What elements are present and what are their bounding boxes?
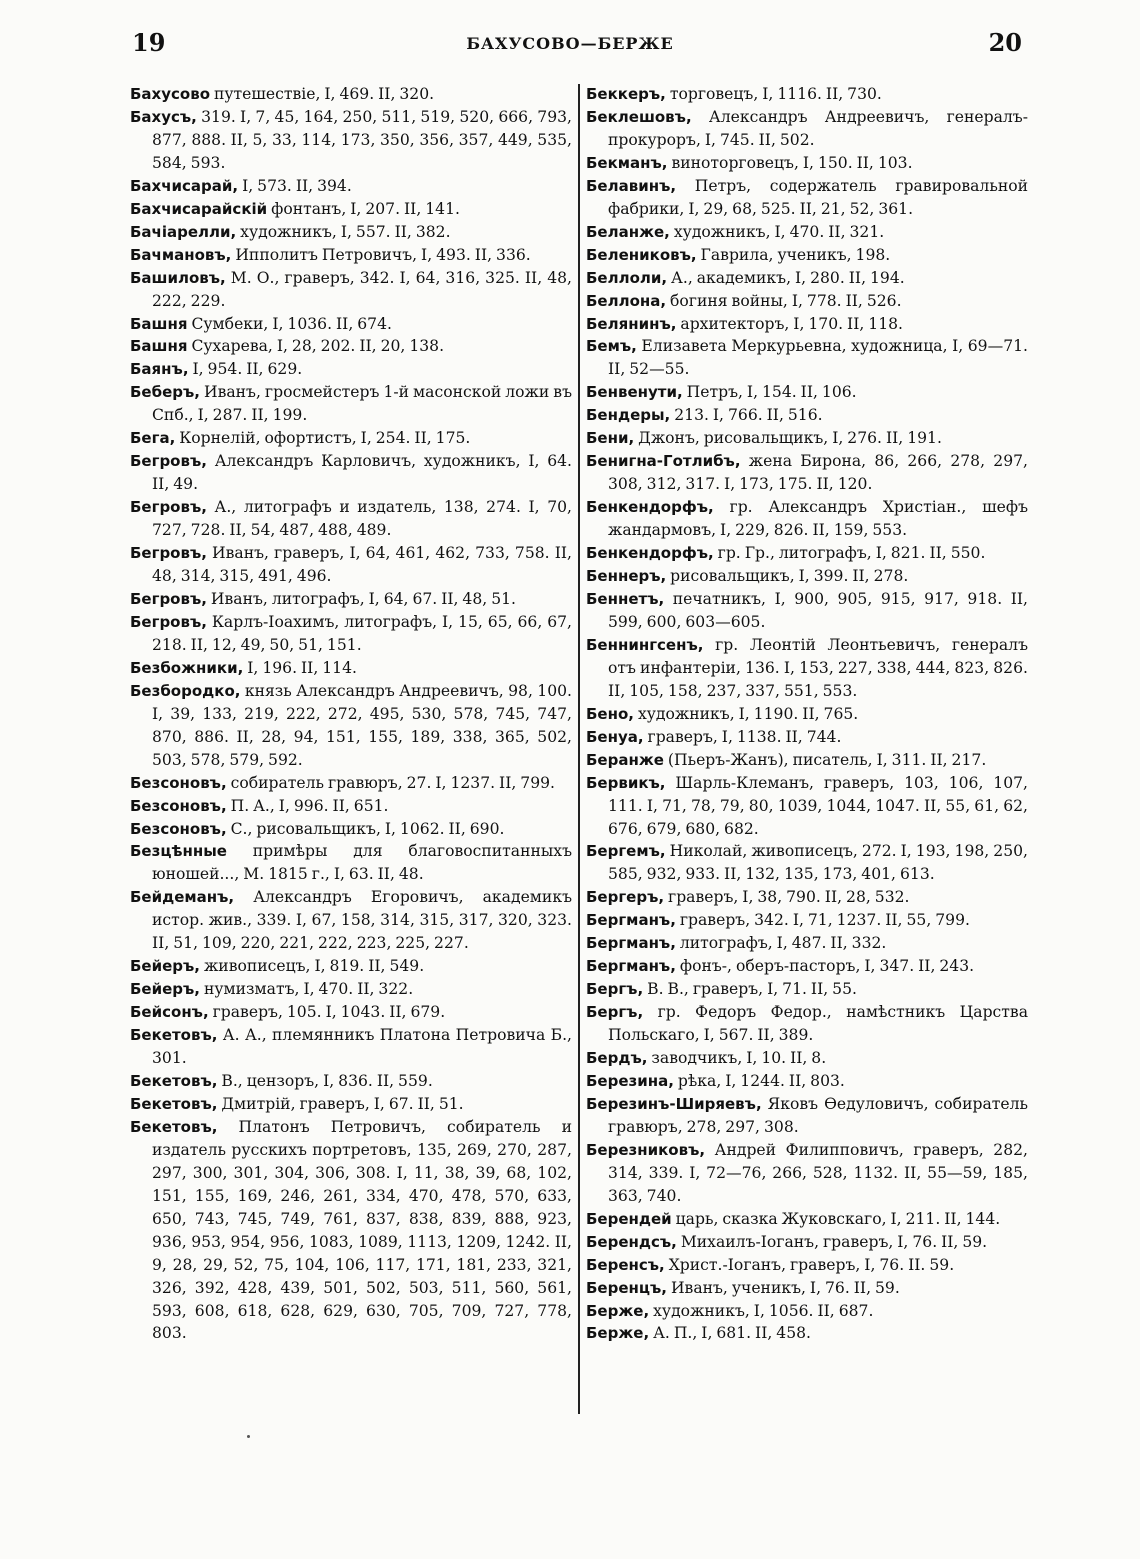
entry-headword: Бекетовъ,: [130, 1094, 218, 1113]
entry-headword: Безбородко,: [130, 681, 241, 700]
entry-text: гр. Леонтій Леонтьевичъ, генералъ отъ инфантеріи, 136. I, 153, 227, 338, 444, 823, 826. II, 105, 158, 237, 337, 551, 553.: [608, 635, 1028, 700]
entry-text: Иванъ, гросмейстеръ 1-й масонской ложи въ Спб., I, 287. II, 199.: [152, 383, 572, 425]
entry-text: гр. Федоръ Федор., намѣстникъ Царства Польскаго, I, 567. II, 389.: [608, 1003, 1028, 1045]
index-entry: [130, 358, 572, 381]
entry-headword: Беннетъ,: [586, 589, 665, 608]
entry-text: художникъ, I, 1190. II, 765.: [633, 704, 859, 723]
index-entry: [130, 542, 572, 588]
index-entry: [586, 634, 1028, 703]
index-entry: [586, 106, 1028, 152]
index-entry: [130, 175, 572, 198]
entry-headword: Бейсонъ,: [130, 1003, 209, 1022]
index-entry: [130, 840, 572, 886]
entry-headword: Бегровъ,: [130, 544, 207, 563]
entry-text: Шарль-Клеманъ, граверъ, 103, 106, 107, 111. I, 71, 78, 79, 80, 1039, 1044, 1047. II, 55, 61, 62, 676, 679, 680, 682.: [608, 773, 1028, 838]
index-entry: [130, 427, 572, 450]
index-entry: [586, 335, 1028, 381]
index-entry: [130, 772, 572, 795]
index-entry: [130, 886, 572, 955]
entry-headword: Бенигна-Готлибъ,: [586, 452, 741, 471]
left-page-number: 19: [132, 28, 166, 57]
index-entry: [586, 381, 1028, 404]
index-entry: [130, 381, 572, 427]
entry-text: П. А., I, 996. II, 651.: [226, 796, 389, 815]
entry-headword: Бергманъ,: [586, 934, 676, 953]
entry-headword: Белянинъ,: [586, 314, 677, 333]
entry-headword: Берже,: [586, 1324, 650, 1343]
entry-text: литографъ, I, 487. II, 332.: [675, 934, 887, 953]
entry-headword: Башня: [130, 337, 188, 356]
entry-text: Иванъ, литографъ, I, 64, 67. II, 48, 51.: [206, 589, 516, 608]
entry-text: Гаврила, ученикъ, 198.: [696, 245, 891, 264]
entry-text: архитекторъ, I, 170. II, 118.: [676, 314, 903, 333]
entry-text: рѣка, I, 1244. II, 803.: [673, 1071, 845, 1090]
entry-headword: Бейеръ,: [130, 957, 200, 976]
entry-headword: Бервикъ,: [586, 773, 666, 792]
index-entry: [586, 772, 1028, 841]
entry-headword: Бемъ,: [586, 337, 637, 356]
entry-text: Петръ, I, 154. II, 106.: [682, 383, 857, 402]
index-entry: [130, 611, 572, 657]
entry-text: богиня войны, I, 778. II, 526.: [666, 291, 902, 310]
entry-text: царь, сказка Жуковскаго, I, 211. II, 144.: [671, 1209, 1001, 1228]
column-divider: [578, 84, 580, 1414]
entry-headword: Бени,: [586, 429, 635, 448]
entry-headword: Бекманъ,: [586, 153, 668, 172]
index-entry: [586, 290, 1028, 313]
index-entry: [586, 909, 1028, 932]
entry-text: граверъ, 105. I, 1043. II, 679.: [208, 1003, 446, 1022]
index-entry: [586, 496, 1028, 542]
index-entry: [586, 1001, 1028, 1047]
entry-text: граверъ, 342. I, 71, 1237. II, 55, 799.: [675, 911, 970, 930]
entry-headword: Башня: [130, 314, 188, 333]
index-entry: [130, 267, 572, 313]
entry-text: жена Бирона, 86, 266, 278, 297, 308, 312, 317. I, 173, 175. II, 120.: [608, 452, 1028, 494]
index-entry: [586, 588, 1028, 634]
entry-text: примѣры для благовоспитанныхъ юношей..., М. 1815 г., I, 63. II, 48.: [152, 842, 572, 884]
entry-text: Иванъ, ученикъ, I, 76. II, 59.: [666, 1278, 900, 1297]
entry-headword: Бенкендорфъ,: [586, 544, 714, 563]
entry-text: художникъ, I, 557. II, 382.: [236, 222, 451, 241]
entry-headword: Бекетовъ,: [130, 1117, 218, 1136]
entry-text: Михаилъ-Іоганъ, граверъ, I, 76. II, 59.: [676, 1232, 988, 1251]
index-entry: [586, 565, 1028, 588]
index-entry: [586, 152, 1028, 175]
entry-text: Сухарева, I, 28, 202. II, 20, 138.: [187, 337, 445, 356]
entry-headword: Бенвенути,: [586, 383, 683, 402]
index-entry: [130, 1001, 572, 1024]
entry-headword: Бахусъ,: [130, 107, 197, 126]
entry-text: А. А., племянникъ Платона Петровича Б., 301.: [152, 1026, 572, 1068]
index-entry: [586, 1277, 1028, 1300]
entry-text: гр. Гр., литографъ, I, 821. II, 550.: [713, 544, 986, 563]
left-column: [130, 83, 572, 1345]
entry-headword: Бегровъ,: [130, 452, 207, 471]
entry-headword: Берендсъ,: [586, 1232, 677, 1251]
entry-text: А., литографъ и издатель, 138, 274. I, 70, 727, 728. II, 54, 487, 488, 489.: [152, 498, 572, 540]
entry-headword: Бено,: [586, 704, 634, 723]
index-entry: [586, 1093, 1028, 1139]
entry-text: князь Александръ Андреевичъ, 98, 100. I, 39, 133, 219, 222, 272, 495, 530, 578, 745, 747, 870, 886. II, 28, 94, 151, 155, 189, 338, 365, 502, 503, 578, 579, 592.: [152, 681, 572, 769]
index-entry: [130, 198, 572, 221]
entry-headword: Беллона,: [586, 291, 667, 310]
index-entry: [130, 335, 572, 358]
entry-headword: Бахусово: [130, 85, 211, 103]
index-entry: [130, 106, 572, 175]
entry-headword: Бергманъ,: [586, 911, 676, 930]
entry-text: Корнелій, офортистъ, I, 254. II, 175.: [175, 429, 471, 448]
index-entry: [586, 726, 1028, 749]
entry-text: граверъ, I, 38, 790. II, 28, 532.: [664, 888, 910, 907]
entry-text: Иванъ, граверъ, I, 64, 461, 462, 733, 758. II, 48, 314, 315, 491, 496.: [152, 544, 572, 586]
entry-text: Николай, живописецъ, 272. I, 193, 198, 250, 585, 932, 933. II, 132, 135, 173, 401, 613.: [608, 842, 1028, 884]
entry-headword: Бергемъ,: [586, 842, 666, 861]
entry-headword: Бейеръ,: [130, 980, 200, 999]
index-entry: [130, 244, 572, 267]
index-entry: [586, 1254, 1028, 1277]
entry-text: путешествіе, I, 469. II, 320.: [210, 85, 435, 103]
entry-text: В., цензоръ, I, 836. II, 559.: [217, 1071, 433, 1090]
index-entry: [130, 795, 572, 818]
entry-text: нумизматъ, I, 470. II, 322.: [200, 980, 414, 999]
entry-text: гр. Александръ Христіан., шефъ жандармовъ, I, 229, 826. II, 159, 553.: [608, 498, 1028, 540]
entry-headword: Бекетовъ,: [130, 1026, 218, 1045]
index-entry: [130, 1024, 572, 1070]
entry-text: А., академикъ, I, 280. II, 194.: [667, 268, 905, 287]
index-entry: [586, 1139, 1028, 1208]
entry-text: Платонъ Петровичъ, собиратель и издатель русскихъ портретовъ, 135, 269, 270, 287, 297, 300, 301, 304, 306, 308. I, 11, 38, 39, 68, 102, 151, 155, 169, 246, 261, 334, 470, 478, 570, 633, 650, 743, 745, 749, 761, 837, 838, 839, 888, 923, 936, 953, 954, 956, 1083, 1089, 1113, 1209, 1242. II, 9, 28, 29, 52, 75, 104, 106, 117, 171, 181, 233, 321, 326, 392, 428, 439, 501, 502, 503, 511, 560, 561, 593, 608, 618, 628, 629, 630, 705, 709, 727, 778, 803.: [152, 1117, 572, 1343]
entry-text: Александръ Карловичъ, художникъ, I, 64. II, 49.: [152, 452, 572, 494]
entry-headword: Баянъ,: [130, 360, 189, 379]
entry-text: фонтанъ, I, 207. II, 141.: [267, 199, 460, 218]
entry-headword: Беккеръ,: [586, 85, 666, 103]
entry-text: Ипполитъ Петровичъ, I, 493. II, 336.: [231, 245, 531, 264]
entry-headword: Бахчисарайскій: [130, 199, 268, 218]
index-entry: [586, 427, 1028, 450]
entry-headword: Бенкендорфъ,: [586, 498, 714, 517]
entry-text: С., рисовальщикъ, I, 1062. II, 690.: [226, 819, 505, 838]
entry-headword: Берендей: [586, 1209, 672, 1228]
entry-text: печатникъ, I, 900, 905, 915, 917, 918. II, 599, 600, 603—605.: [608, 589, 1028, 631]
entry-headword: Бенуа,: [586, 727, 644, 746]
entry-headword: Бегровъ,: [130, 612, 207, 631]
entry-headword: Березинъ-Ширяевъ,: [586, 1094, 762, 1113]
entry-headword: Бергъ,: [586, 1003, 644, 1022]
entry-text: 319. I, 7, 45, 164, 250, 511, 519, 520, 666, 793, 877, 888. II, 5, 33, 114, 173, 350, 356, 357, 449, 535, 584, 593.: [152, 107, 572, 172]
index-entry: [586, 703, 1028, 726]
index-entry: [130, 1116, 572, 1346]
entry-headword: Беклешовъ,: [586, 107, 692, 126]
entry-text: Дмитрій, граверъ, I, 67. II, 51.: [217, 1094, 464, 1113]
running-title: БАХУСОВО—БЕРЖЕ: [466, 34, 674, 53]
index-entry: [586, 1231, 1028, 1254]
index-entry: [586, 175, 1028, 221]
ink-speck: [247, 1435, 250, 1438]
entry-text: I, 196. II, 114.: [243, 658, 357, 677]
index-entry: [586, 450, 1028, 496]
entry-headword: Бeлeниковъ,: [586, 245, 697, 264]
index-entry: [586, 313, 1028, 336]
index-entry: [586, 267, 1028, 290]
entry-headword: Беранже: [586, 750, 664, 769]
entry-headword: Безсоновъ,: [130, 819, 227, 838]
entry-headword: Бахчисарай,: [130, 176, 239, 195]
entry-text: Христ.-Іоганъ, граверъ, I, 76. II. 59.: [664, 1255, 955, 1274]
entry-text: художникъ, I, 470. II, 321.: [669, 222, 885, 241]
entry-text: Александръ Егоровичъ, академикъ истор. жив., 339. I, 67, 158, 314, 315, 317, 320, 323. II, 51, 109, 220, 221, 222, 223, 225, 227.: [152, 888, 572, 953]
index-entry: [586, 955, 1028, 978]
entry-headword: Березина,: [586, 1071, 674, 1090]
index-entry: [586, 221, 1028, 244]
entry-text: I, 954. II, 629.: [188, 360, 303, 379]
entry-text: художникъ, I, 1056. II, 687.: [649, 1301, 874, 1320]
index-entry: [586, 1208, 1028, 1231]
entry-headword: Бачмановъ,: [130, 245, 232, 264]
entry-headword: Башиловъ,: [130, 268, 226, 287]
entry-headword: Бекетовъ,: [130, 1071, 218, 1090]
entry-headword: Беренцъ,: [586, 1278, 667, 1297]
entry-headword: Безбожники,: [130, 658, 244, 677]
entry-text: торговецъ, I, 1116. II, 730.: [665, 85, 882, 103]
entry-text: Сумбеки, I, 1036. II, 674.: [187, 314, 392, 333]
entry-headword: Безсоновъ,: [130, 796, 227, 815]
entry-text: 213. I, 766. II, 516.: [670, 406, 823, 425]
index-entry: [130, 818, 572, 841]
entry-text: рисовальщикъ, I, 399. II, 278.: [666, 567, 909, 586]
entry-text: (Пьеръ-Жанъ), писатель, I, 311. II, 217.: [663, 750, 987, 769]
index-entry: [586, 1047, 1028, 1070]
entry-text: собиратель гравюръ, 27. I, 1237. II, 799.: [226, 773, 556, 792]
index-entry: [586, 1070, 1028, 1093]
entry-headword: Бачіарелли,: [130, 222, 237, 241]
entry-headword: Беннеръ,: [586, 567, 667, 586]
index-entry: [586, 1300, 1028, 1323]
index-entry: [586, 749, 1028, 772]
entry-headword: Бега,: [130, 429, 176, 448]
index-entry: [130, 1093, 572, 1116]
entry-headword: Беренсъ,: [586, 1255, 665, 1274]
entry-text: Петръ, содержатель гравировальной фабрики, I, 29, 68, 525. II, 21, 52, 361.: [608, 176, 1028, 218]
index-entry: [130, 955, 572, 978]
entry-headword: Бейдеманъ,: [130, 888, 235, 907]
entry-headword: Бердъ,: [586, 1049, 648, 1068]
index-entry: [130, 450, 572, 496]
entry-text: Елизавета Меркурьевна, художница, I, 69—71. II, 52—55.: [608, 337, 1028, 379]
index-entry: [130, 657, 572, 680]
index-entry: [130, 1070, 572, 1093]
index-entry: [586, 886, 1028, 909]
entry-text: живописецъ, I, 819. II, 549.: [200, 957, 425, 976]
entry-headword: Березниковъ,: [586, 1140, 706, 1159]
entry-headword: Бергъ,: [586, 980, 644, 999]
index-entry: [586, 542, 1028, 565]
entry-headword: Беберъ,: [130, 383, 200, 402]
index-entry: [586, 83, 1028, 106]
entry-headword: Бендеры,: [586, 406, 671, 425]
entry-headword: Белавинъ,: [586, 176, 677, 195]
index-entry: [586, 244, 1028, 267]
entry-headword: Беллоли,: [586, 268, 668, 287]
entry-text: заводчикъ, I, 10. II, 8.: [647, 1049, 827, 1068]
entry-text: В. В., граверъ, I, 71. II, 55.: [643, 980, 857, 999]
entry-text: Джонъ, рисовальщикъ, I, 276. II, 191.: [634, 429, 942, 448]
entry-headword: Безцѣнные: [130, 842, 227, 861]
index-entry: [586, 932, 1028, 955]
entry-text: Александръ Андреевичъ, генералъ-прокуроръ, I, 745. II, 502.: [608, 107, 1028, 149]
right-page-number: 20: [988, 28, 1022, 57]
entry-text: I, 573. II, 394.: [238, 176, 352, 195]
index-entry: [130, 680, 572, 772]
right-column: [586, 83, 1028, 1345]
index-entry: [586, 1322, 1028, 1345]
entry-headword: Безсоновъ,: [130, 773, 227, 792]
entry-text: Яковъ Ѳедуловичъ, собиратель гравюръ, 278, 297, 308.: [608, 1094, 1028, 1136]
index-entry: [130, 83, 572, 106]
index-entry: [586, 840, 1028, 886]
index-entry: [130, 496, 572, 542]
entry-headword: Беланже,: [586, 222, 670, 241]
entry-headword: Бегровъ,: [130, 589, 207, 608]
entry-text: Андрей Филипповичъ, граверъ, 282, 314, 339. I, 72—76, 266, 528, 1132. II, 55—59, 185, 363, 740.: [608, 1140, 1028, 1205]
entry-headword: Бергманъ,: [586, 957, 676, 976]
entry-text: М. О., граверъ, 342. I, 64, 316, 325. II, 48, 222, 229.: [152, 268, 572, 310]
entry-text: фонъ-, оберъ-пасторъ, I, 347. II, 243.: [675, 957, 975, 976]
index-entry: [130, 588, 572, 611]
entry-headword: Бергеръ,: [586, 888, 665, 907]
index-entry: [586, 978, 1028, 1001]
entry-text: виноторговецъ, I, 150. II, 103.: [667, 153, 913, 172]
entry-headword: Берже,: [586, 1301, 650, 1320]
entry-text: А. П., I, 681. II, 458.: [649, 1324, 812, 1343]
index-entry: [130, 313, 572, 336]
entry-headword: Беннингсенъ,: [586, 635, 704, 654]
entry-text: граверъ, I, 1138. II, 744.: [643, 727, 842, 746]
entry-text: Карлъ-Іоахимъ, литографъ, I, 15, 65, 66, 67, 218. II, 12, 49, 50, 51, 151.: [152, 612, 572, 654]
entry-headword: Бегровъ,: [130, 498, 207, 517]
index-entry: [586, 404, 1028, 427]
index-entry: [130, 221, 572, 244]
index-entry: [130, 978, 572, 1001]
